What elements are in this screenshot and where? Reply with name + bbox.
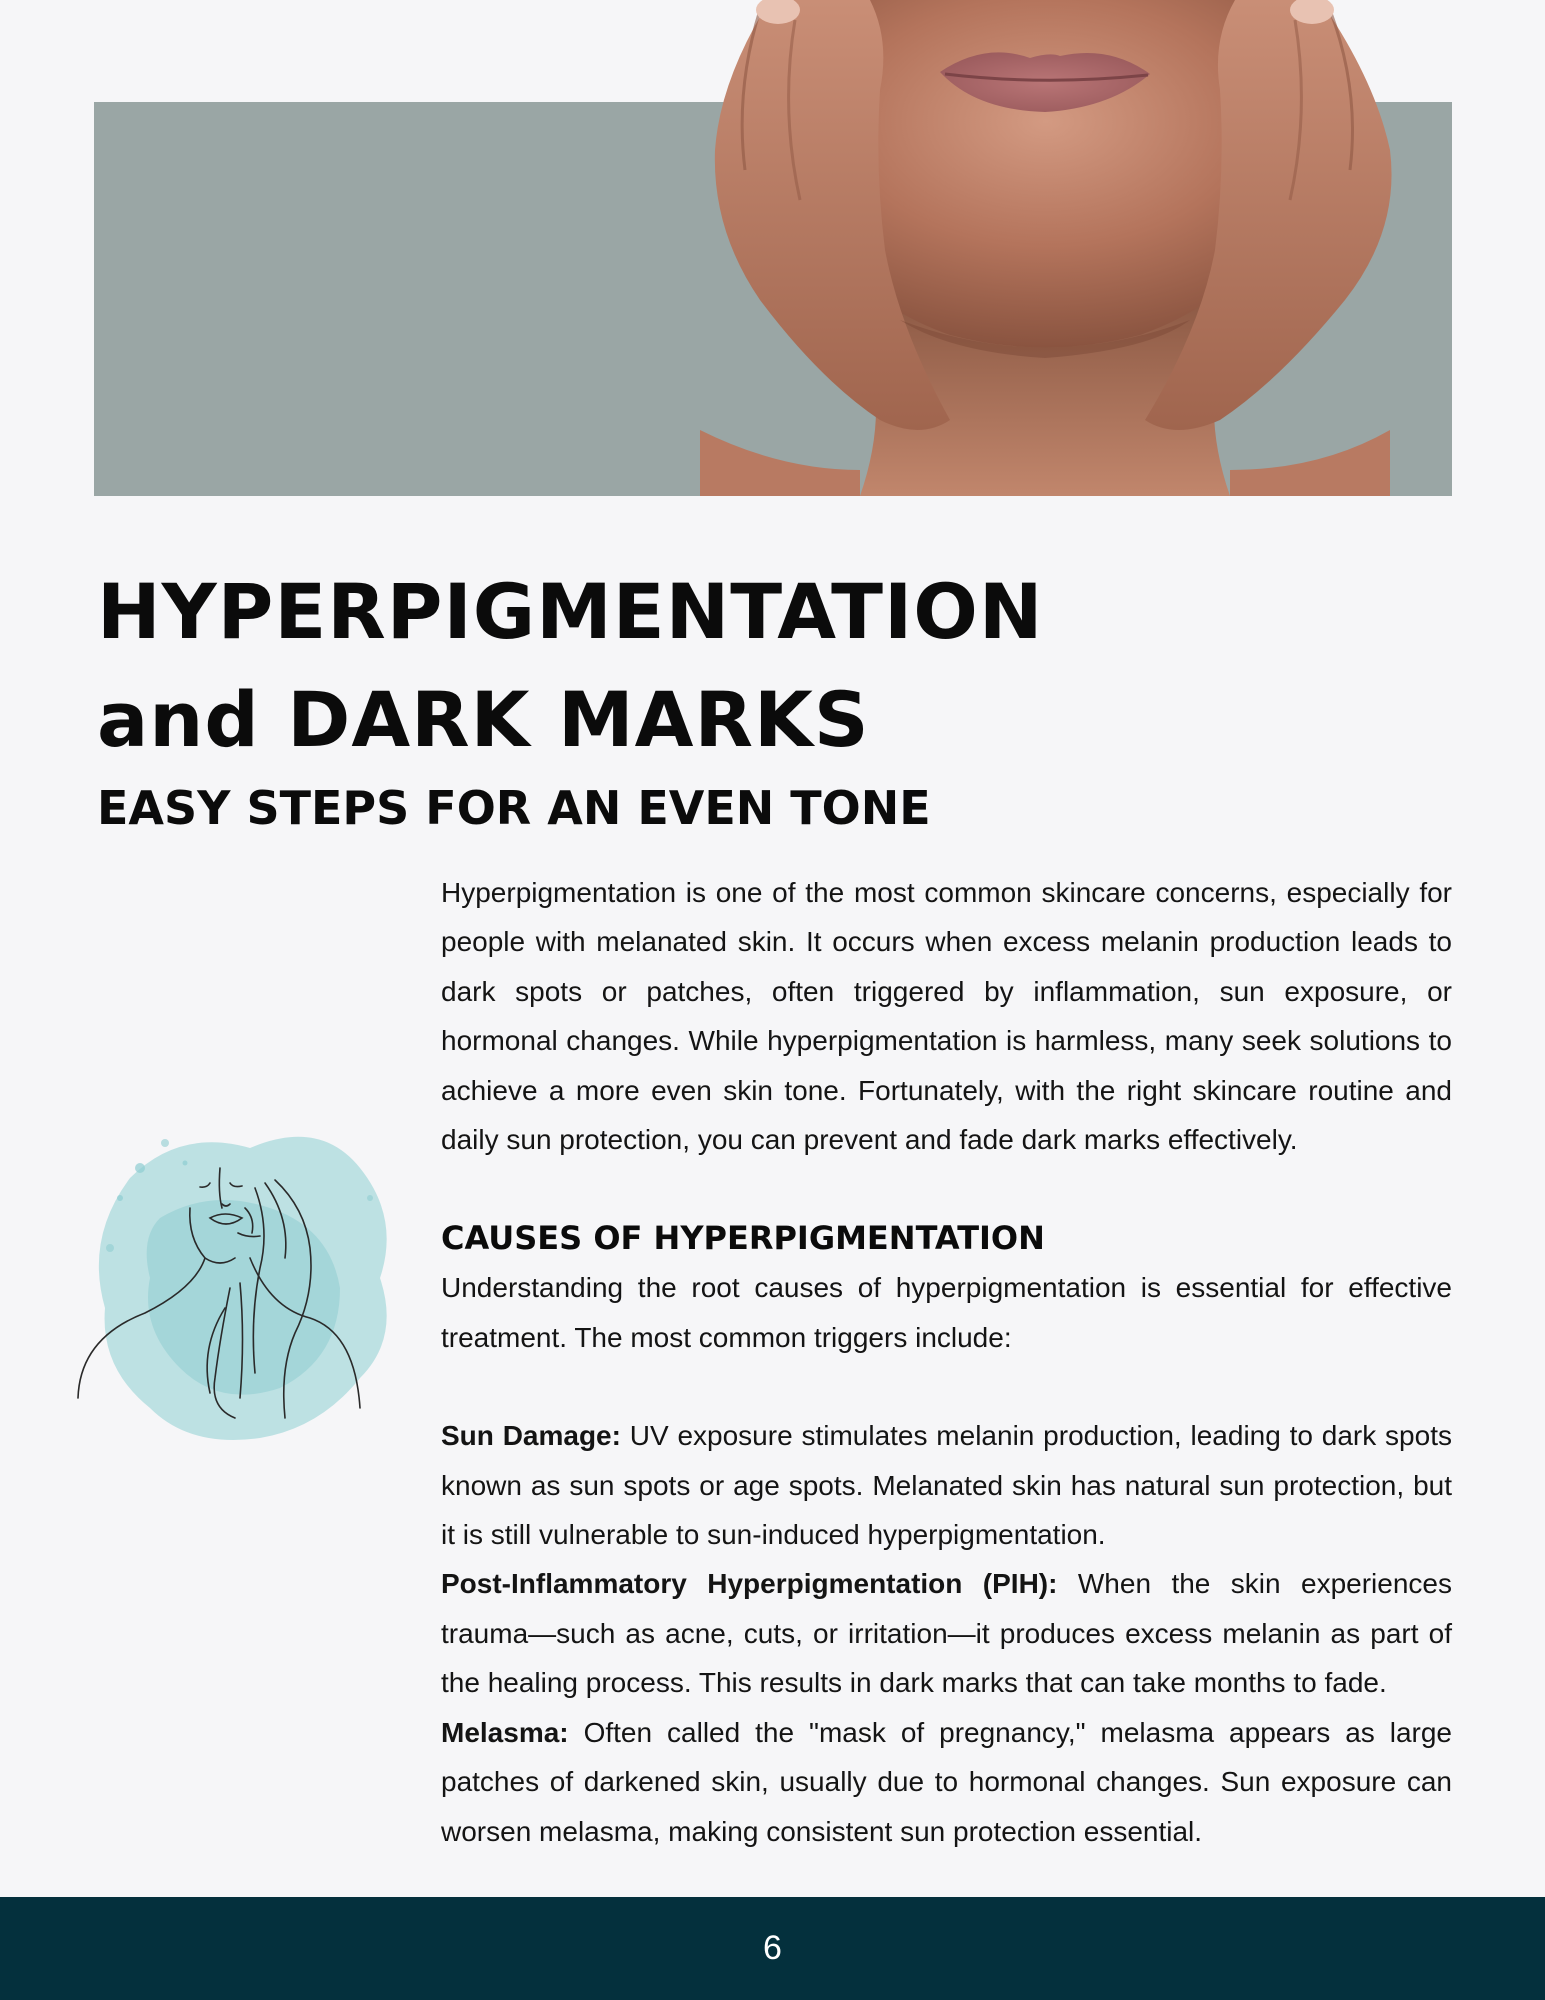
causes-heading: CAUSES OF HYPERPIGMENTATION bbox=[441, 1219, 1045, 1258]
cause-item-melasma bbox=[441, 1708, 1452, 1856]
hero-photo bbox=[0, 0, 1545, 496]
page-title-line-2: and DARK MARKS bbox=[97, 675, 870, 764]
cause-description: When the skin experiences trauma—such as acne, cuts, or irritation—it produces excess melanin as part of the healing process. This results in dark marks that can take months to fade. bbox=[441, 1568, 1452, 1699]
line-art-face-watercolor-icon bbox=[70, 1108, 410, 1468]
page-footer bbox=[0, 1897, 1545, 2000]
causes-intro-paragraph: Understanding the root causes of hyperpigmentation is essential for effective treatment. The most common triggers include: bbox=[441, 1272, 1452, 1353]
page-title-line-1: HYPERPIGMENTATION bbox=[97, 567, 1044, 656]
page-subtitle: EASY STEPS FOR AN EVEN TONE bbox=[97, 781, 931, 835]
cause-item-pih bbox=[441, 1559, 1452, 1707]
article-body bbox=[441, 868, 1452, 1856]
cause-term: Sun Damage: bbox=[441, 1420, 621, 1452]
page-title bbox=[97, 558, 1043, 774]
intro-paragraph: Hyperpigmentation is one of the most common skincare concerns, especially for people with melanated skin. It occurs when excess melanin production leads to dark spots or patches, often triggered by inflammation, sun exposure, or hormonal changes. While hyperpigmentation is harmless, many seek solutions to achieve a more even skin tone. Fortunately, with the right skincare routine and daily sun protection, you can prevent and fade dark marks effectively. bbox=[441, 877, 1452, 1156]
cause-description: UV exposure stimulates melanin production, leading to dark spots known as sun spots or age spots. Melanated skin has natural sun protection, but it is still vulnerable to sun-induced hyperpigmentation. bbox=[441, 1420, 1452, 1551]
page-number: 6 bbox=[763, 1929, 782, 1967]
cause-term: Melasma: bbox=[441, 1716, 569, 1748]
cause-term: Post-Inflammatory Hyperpigmentation (PIH): bbox=[441, 1568, 1058, 1600]
cause-item-sun-damage bbox=[441, 1411, 1452, 1559]
cause-description: Often called the "mask of pregnancy," melasma appears as large patches of darkened skin, usually due to hormonal changes. Sun exposure can worsen melasma, making consistent sun protection essential. bbox=[441, 1716, 1452, 1847]
